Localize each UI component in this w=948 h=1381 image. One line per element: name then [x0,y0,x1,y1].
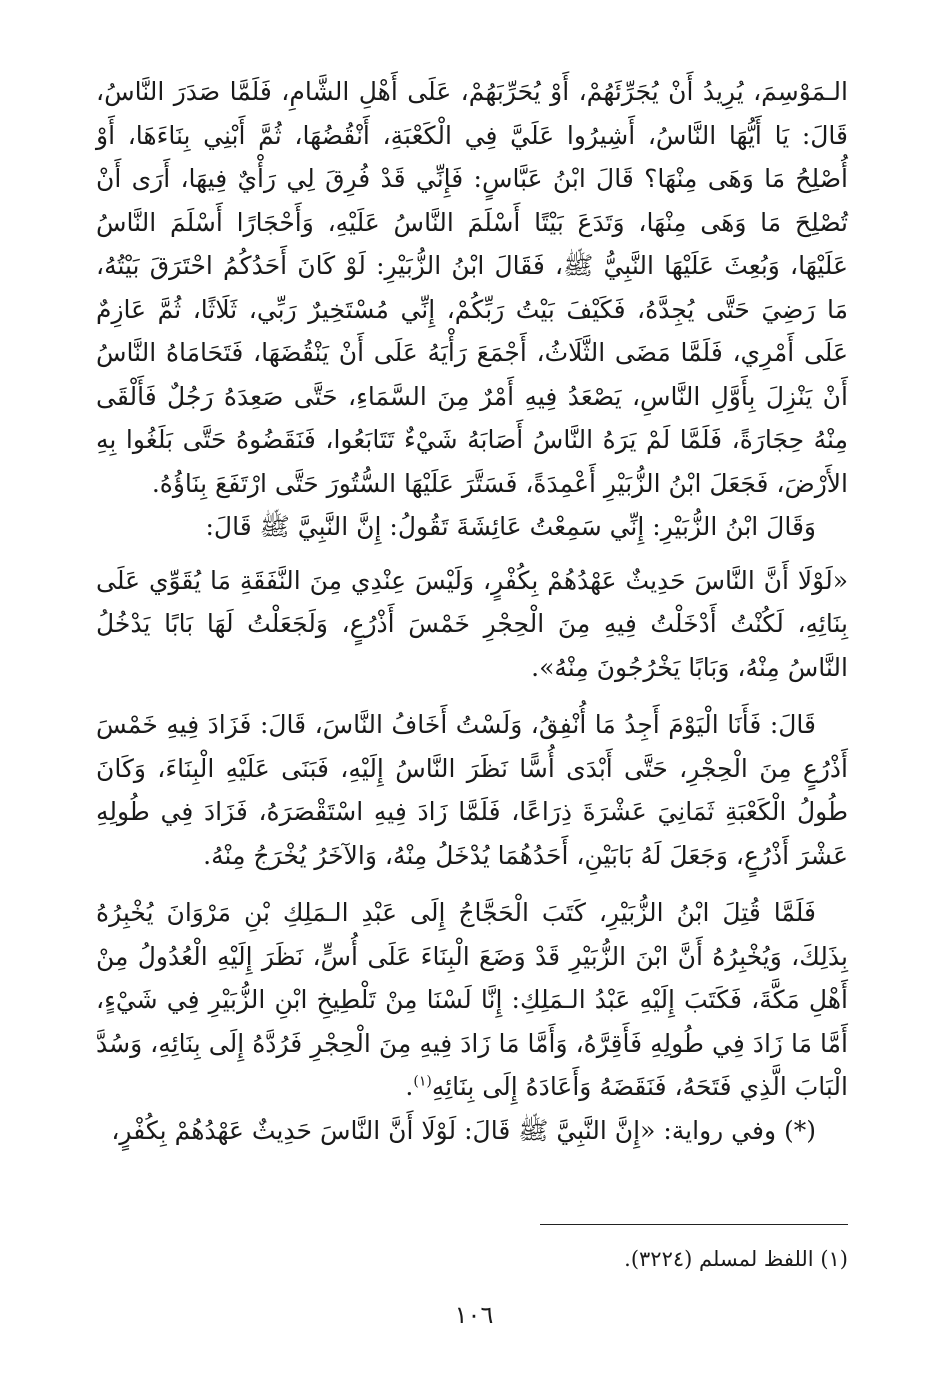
hadith-quote: «لَوْلَا أَنَّ النَّاسَ حَدِيثٌ عَهْدُهُمْ بِكُفْرٍ، وَلَيْسَ عِنْدِي مِنَ النَّفَقَةِ مَا يُقَوِّي عَلَى بِنَائِهِ، لَكُنْتُ أَدْخَلْتُ فِيهِ مِنَ الْحِجْرِ خَمْسَ أَذْرُعٍ، وَلَجَعَلْتُ لَهَا بَابًا يَدْخُلُ النَّاسُ مِنْهُ، وَبَابًا يَخْرُجُونَ مِنْهُ». [96,565,848,682]
page-body [96,70,848,1152]
page-number: ١٠٦ [454,1301,494,1329]
paragraph-4-text: فَلَمَّا قُتِلَ ابْنُ الزُّبَيْرِ، كَتَبَ الْحَجَّاجُ إِلَى عَبْدِ الـمَلِكِ بْنِ مَرْوَانَ يُخْبِرُهُ بِذَلِكَ، وَيُخْبِرُهُ أَنَّ ابْنَ الزُّبَيْرِ قَدْ وَضَعَ الْبِنَاءَ عَلَى أُسٍّ، نَظَرَ إِلَيْهِ الْعُدُولُ مِنْ أَهْلِ مَكَّةَ، فَكَتَبَ إِلَيْهِ عَبْدُ الـمَلِكِ: إِنَّا لَسْنَا مِنْ تَلْطِيخِ ابْنِ الزُّبَيْرِ فِي شَيْءٍ، أَمَّا مَا زَادَ فِي طُولِهِ فَأَقِرَّهُ، وَأَمَّا مَا زَادَ فِيهِ مِنَ الْحِجْرِ فَرُدَّهُ إِلَى بِنَائِهِ، وَسُدَّ الْبَابَ الَّذِي فَتَحَهُ، فَنَقَضَهُ وَأَعَادَهُ إِلَى بِنَائِهِ [96,898,848,1101]
paragraph-5: (*) وفي رواية: «إِنَّ النَّبِيَّ ﷺ قَالَ: لَوْلَا أَنَّ النَّاسَ حَدِيثٌ عَهْدُهُمْ بِكُفْرٍ، [111,1115,816,1145]
paragraph-4: فَلَمَّا قُتِلَ ابْنُ الزُّبَيْرِ، كَتَبَ الْحَجَّاجُ إِلَى عَبْدِ الـمَلِكِ بْنِ مَرْوَانَ يُخْبِرُهُ بِذَلِكَ، وَيُخْبِرُهُ أَنَّ ابْنَ الزُّبَيْرِ قَدْ وَضَعَ الْبِنَاءَ عَلَى أُسٍّ، نَظَرَ إِلَيْهِ الْعُدُولُ مِنْ أَهْلِ مَكَّةَ، فَكَتَبَ إِلَيْهِ عَبْدُ الـمَلِكِ: إِنَّا لَسْنَا مِنْ تَلْطِيخِ ابْنِ الزُّبَيْرِ فِي شَيْءٍ، أَمَّا مَا زَادَ فِي طُولِهِ فَأَقِرَّهُ، وَأَمَّا مَا زَادَ فِيهِ مِنَ الْحِجْرِ فَرُدَّهُ إِلَى بِنَائِهِ، وَسُدَّ الْبَابَ الَّذِي فَتَحَهُ، فَنَقَضَهُ وَأَعَادَهُ إِلَى بِنَائِهِ$^{(١)}$. [96,898,848,1101]
footnote-divider [540,1224,848,1225]
footnote: (١) اللفظ لمسلم (٣٢٢٤). [624,1247,848,1271]
paragraph-3: قَالَ: فَأَنَا الْيَوْمَ أَجِدُ مَا أُنْفِقُ، وَلَسْتُ أَخَافُ النَّاسَ، قَالَ: فَزَادَ فِيهِ خَمْسَ أَذْرُعٍ مِنَ الْحِجْرِ، حَتَّى أَبْدَى أُسًّا نَظَرَ النَّاسُ إِلَيْهِ، فَبَنَى عَلَيْهِ الْبِنَاءَ، وَكَانَ طُولُ الْكَعْبَةِ ثَمَانِيَ عَشْرَةَ ذِرَاعًا، فَلَمَّا زَادَ فِيهِ اسْتَقْصَرَهُ، فَزَادَ فِي طُولِهِ عَشْرَ أَذْرُعٍ، وَجَعَلَ لَهُ بَابَيْنِ، أَحَدُهُمَا يُدْخَلُ مِنْهُ، وَالآخَرُ يُخْرَجُ مِنْهُ. [96,710,848,870]
footnote-reference: (١) [413,1073,432,1090]
paragraph-1: الـمَوْسِمَ، يُرِيدُ أَنْ يُجَرِّئَهُمْ، أَوْ يُحَرِّبَهُمْ، عَلَى أَهْلِ الشَّامِ، فَلَمَّا صَدَرَ النَّاسُ، قَالَ: يَا أَيُّهَا النَّاسُ، أَشِيرُوا عَلَيَّ فِي الْكَعْبَةِ، أَنْقُضُهَا، ثُمَّ أَبْنِي بِنَاءَهَا، أَوْ أُصْلِحُ مَا وَهَى مِنْهَا؟ قَالَ ابْنُ عَبَّاسٍ: فَإِنِّي قَدْ فُرِقَ لِي رَأْيٌ فِيهَا، أَرَى أَنْ تُصْلِحَ مَا وَهَى مِنْهَا، وَتَدَعَ بَيْتًا أَسْلَمَ النَّاسُ عَلَيْهِ، وَأَحْجَارًا أَسْلَمَ النَّاسُ عَلَيْهَا، وَبُعِثَ عَلَيْهَا النَّبِيُّ ﷺ، فَقَالَ ابْنُ الزُّبَيْرِ: لَوْ كَانَ أَحَدُكُمُ احْتَرَقَ بَيْتُهُ، مَا رَضِيَ حَتَّى يُجِدَّهُ، فَكَيْفَ بَيْتُ رَبِّكُمْ، إِنِّي مُسْتَخِيرٌ رَبِّي، ثَلَاثًا، ثُمَّ عَازِمٌ عَلَى أَمْرِي، فَلَمَّا مَضَى الثَّلَاثُ، أَجْمَعَ رَأْيَهُ عَلَى أَنْ يَنْقُضَهَا، فَتَحَامَاهُ النَّاسُ أَنْ يَنْزِلَ بِأَوَّلِ النَّاسِ، يَصْعَدُ فِيهِ أَمْرٌ مِنَ السَّمَاءِ، حَتَّى صَعِدَهُ رَجُلٌ فَأَلْقَى مِنْهُ حِجَارَةً، فَلَمَّا لَمْ يَرَهُ النَّاسُ أَصَابَهُ شَيْءٌ تَتَابَعُوا، فَنَقَضُوهُ حَتَّى بَلَغُوا بِهِ الأَرْضَ، فَجَعَلَ ابْنُ الزُّبَيْرِ أَعْمِدَةً، فَسَتَّرَ عَلَيْهَا السُّتُورَ حَتَّى ارْتَفَعَ بِنَاؤُهُ. [96,77,848,498]
paragraph-2: وَقَالَ ابْنُ الزُّبَيْرِ: إِنِّي سَمِعْتُ عَائِشَةَ تَقُولُ: إِنَّ النَّبِيَّ ﷺ قَالَ: [205,512,816,541]
